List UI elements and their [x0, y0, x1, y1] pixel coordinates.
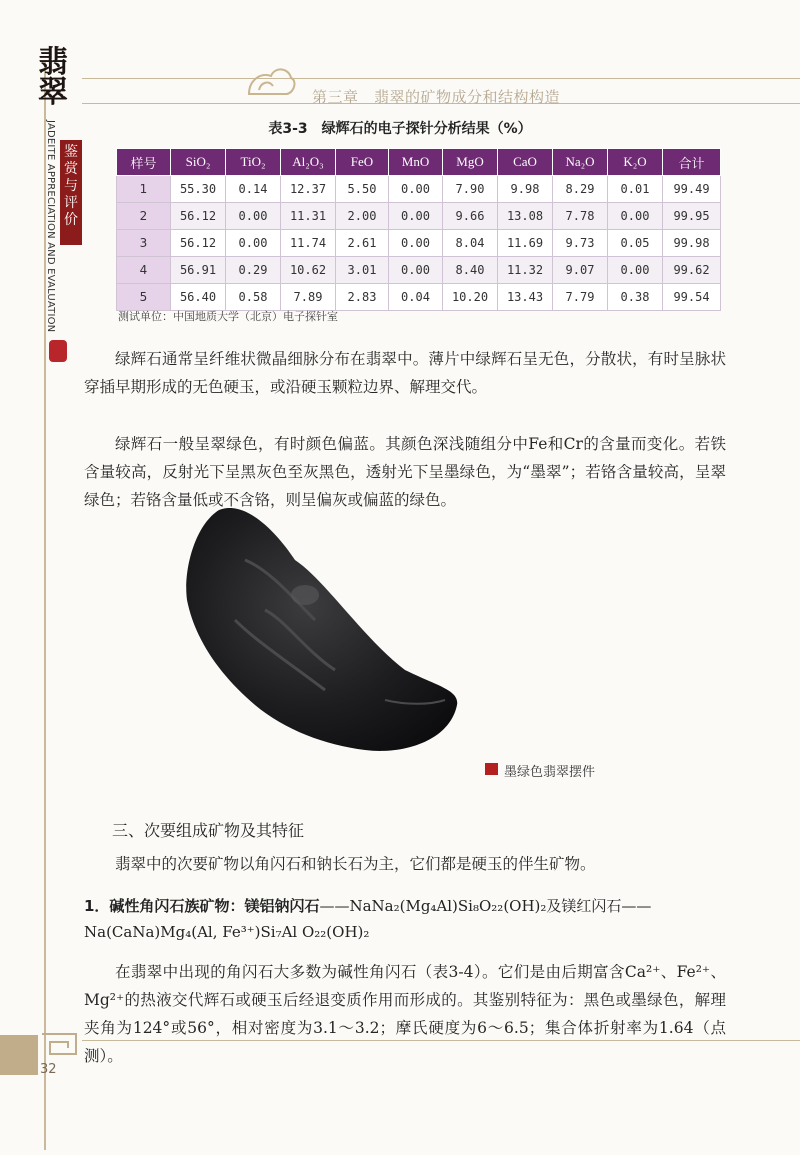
table-row [117, 203, 721, 230]
table-cell: 2.61 [336, 230, 389, 257]
paragraph-omphacite-distribution: 绿辉石通常呈纤维状微晶细脉分布在翡翠中。薄片中绿辉石呈无色，分散状，有时呈脉状穿插早期形成的无色硬玉，或沿硬玉颗粒边界、解理交代。 [84, 350, 726, 396]
table-cell: 11.69 [498, 230, 553, 257]
table-cell: 56.12 [171, 230, 226, 257]
table-cell: 11.32 [498, 257, 553, 284]
table-cell: 99.62 [663, 257, 721, 284]
table-header-cell: K₂O [608, 149, 663, 176]
paragraph-secondary-minerals: 翡翠中的次要矿物以角闪石和钠长石为主，它们都是硬玉的伴生矿物。 [115, 855, 596, 873]
table-cell: 99.49 [663, 176, 721, 203]
table-cell: 8.40 [443, 257, 498, 284]
sample-number-cell: 5 [117, 284, 171, 311]
table-cell: 99.98 [663, 230, 721, 257]
table-cell: 10.62 [281, 257, 336, 284]
table-cell: 9.98 [498, 176, 553, 203]
table-cell: 0.00 [389, 176, 443, 203]
table-header-cell: Na₂O [553, 149, 608, 176]
table-header-cell: CaO [498, 149, 553, 176]
side-series-tag: 鉴赏与评价 [60, 140, 82, 245]
table-cell: 0.58 [226, 284, 281, 311]
section-heading: 三、次要组成矿物及其特征 [112, 821, 305, 840]
table-header-cell: TiO₂ [226, 149, 281, 176]
table-row [117, 257, 721, 284]
table-cell: 0.38 [608, 284, 663, 311]
table-row [117, 284, 721, 311]
table-cell: 0.01 [608, 176, 663, 203]
table-cell: 13.43 [498, 284, 553, 311]
table-note: 测试单位：中国地质大学（北京）电子探针室 [118, 310, 338, 323]
table-cell: 0.00 [226, 203, 281, 230]
sample-number-cell: 4 [117, 257, 171, 284]
table-row [117, 176, 721, 203]
table-header-cell: MnO [389, 149, 443, 176]
table-cell: 0.00 [608, 203, 663, 230]
footer-color-block [0, 1035, 38, 1075]
table-cell: 12.37 [281, 176, 336, 203]
table-cell: 56.91 [171, 257, 226, 284]
sample-number-cell: 1 [117, 176, 171, 203]
sample-number-cell: 3 [117, 230, 171, 257]
table-cell: 13.08 [498, 203, 553, 230]
fret-ornament-icon [40, 1030, 80, 1058]
table-cell: 3.01 [336, 257, 389, 284]
table-cell: 0.05 [608, 230, 663, 257]
table-header-cell: MgO [443, 149, 498, 176]
side-english-title [42, 120, 58, 333]
analysis-table [116, 148, 721, 311]
header-rule-top [82, 78, 800, 79]
knot-ornament-icon [49, 340, 67, 362]
table-cell: 9.07 [553, 257, 608, 284]
table-cell: 2.83 [336, 284, 389, 311]
table-header-cell: SiO₂ [171, 149, 226, 176]
table-cell: 7.90 [443, 176, 498, 203]
subheading-amphibole [84, 893, 734, 945]
table-cell: 2.00 [336, 203, 389, 230]
subheading-formula: ——NaNa₂(Mg₄Al)Si₈O₂₂(OH)₂及镁红闪石——Na(CaNa)Mg₄(Al, Fe³⁺)Si₇Al O₂₂(OH)₂ [84, 897, 652, 941]
table-cell: 9.73 [553, 230, 608, 257]
side-english-text: JADEITE APPRECIATION AND EVALUATION [45, 120, 56, 333]
table-cell: 0.04 [389, 284, 443, 311]
chapter-title: 第三章 翡翠的矿物成分和结构构造 [312, 88, 561, 106]
sample-number-cell: 2 [117, 203, 171, 230]
table-cell: 8.04 [443, 230, 498, 257]
table-cell: 99.54 [663, 284, 721, 311]
table-cell: 0.00 [389, 257, 443, 284]
table-header-cell: Al₂O₃ [281, 149, 336, 176]
table-header-row [117, 149, 721, 176]
table-cell: 10.20 [443, 284, 498, 311]
caption-marker-icon [485, 763, 498, 775]
dark-jadeite-carving-photo [175, 500, 475, 760]
table-cell: 0.00 [226, 230, 281, 257]
table-cell: 55.30 [171, 176, 226, 203]
table-cell: 5.50 [336, 176, 389, 203]
table-cell: 0.00 [608, 257, 663, 284]
page-number: 32 [40, 1062, 57, 1077]
table-cell: 7.89 [281, 284, 336, 311]
paragraph-omphacite-color: 绿辉石一般呈翠绿色，有时颜色偏蓝。其颜色深浅随组分中Fe和Cr的含量而变化。若铁含量较高，反射光下呈黑灰色至灰黑色，透射光下呈墨绿色，为“墨翠”；若铬含量较高，呈翠绿色；若铬含量低或不含铬，则呈偏灰或偏蓝的绿色。 [84, 435, 726, 509]
table-cell: 8.29 [553, 176, 608, 203]
table-cell: 11.31 [281, 203, 336, 230]
table-cell: 56.12 [171, 203, 226, 230]
subheading-label: 1．碱性角闪石族矿物：镁铝钠闪石 [84, 897, 320, 915]
cloud-ornament-icon [245, 62, 297, 100]
table-cell: 0.00 [389, 230, 443, 257]
table-cell: 11.74 [281, 230, 336, 257]
table-header-cell: 合计 [663, 149, 721, 176]
table-cell: 99.95 [663, 203, 721, 230]
table-cell: 56.40 [171, 284, 226, 311]
table-cell: 0.14 [226, 176, 281, 203]
footer-rule [82, 1040, 800, 1041]
figure-caption: 墨绿色翡翠摆件 [504, 765, 596, 780]
table-cell: 0.29 [226, 257, 281, 284]
table-row [117, 230, 721, 257]
table-cell: 7.79 [553, 284, 608, 311]
table-header-cell: 样号 [117, 149, 171, 176]
table-header-cell: FeO [336, 149, 389, 176]
side-brand-logo: 翡翠 [38, 45, 68, 110]
table-cell: 0.00 [389, 203, 443, 230]
paragraph-amphibole-features: 在翡翠中出现的角闪石大多数为碱性角闪石（表3-4）。它们是由后期富含Ca²⁺、Fe²⁺、Mg²⁺的热液交代辉石或硬玉后经退变质作用而形成的。其鉴别特征为：黑色或墨绿色，解理夹角为124°或56°，相对密度为3.1～3.2；摩氏硬度为6～6.5；集合体折射率为1.64（点测）。 [84, 963, 726, 1065]
table-cell: 9.66 [443, 203, 498, 230]
table-caption: 表3-3 绿辉石的电子探针分析结果（%） [268, 121, 532, 137]
table-cell: 7.78 [553, 203, 608, 230]
